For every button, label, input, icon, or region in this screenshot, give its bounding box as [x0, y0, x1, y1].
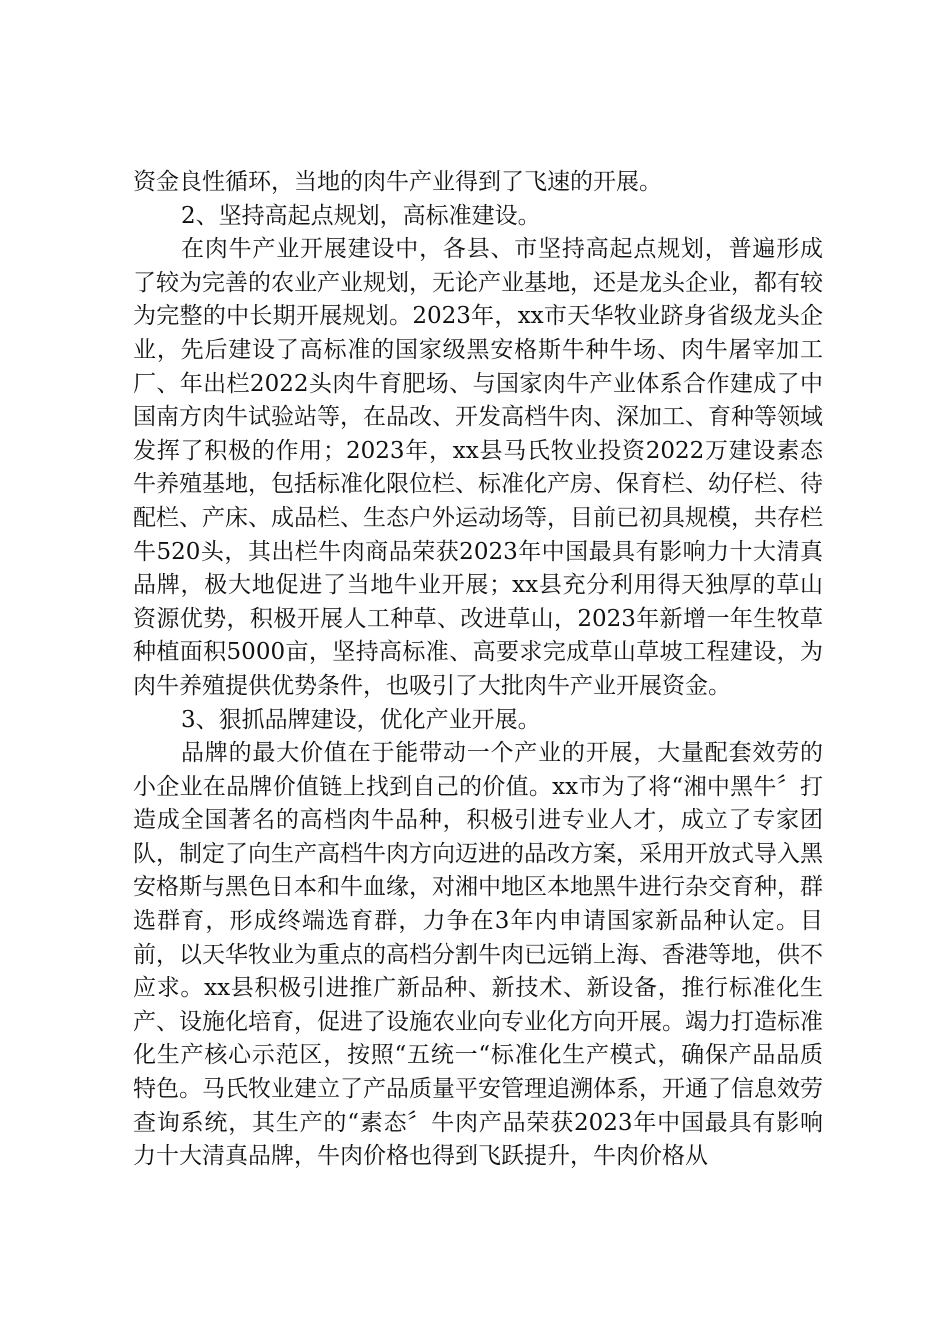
paragraph-continuation: 资金良性循环，当地的肉牛产业得到了飞速的开展。: [133, 169, 662, 195]
document-body: [133, 166, 823, 1174]
section-heading-2: 2、坚持高起点规划，高标准建设。: [181, 202, 541, 229]
section-heading-3: 3、狠抓品牌建设，优化产业开展。: [181, 706, 541, 733]
paragraph-branding: 品牌的最大价值在于能带动一个产业的开展，大量配套效劳的小企业在品牌价值链上找到自己的价值。xx市为了将“湘中黑牛〞打造成全国著名的高档肉牛品种，积极引进专业人才，成立了专家团队，制定了向生产高档牛肉方向迈进的品改方案，采用开放式导入黑安格斯与黑色日本和牛血缘，对湘中地区本地黑牛进行杂交育种，群选群育，形成终端选育群，力争在3年内申请国家新品种认定。目前，以天华牧业为重点的高档分割牛肉已远销上海、香港等地，供不应求。xx县积极引进推广新品种、新技术、新设备，推行标准化生产、设施化培育，促进了设施农业向专业化方向开展。竭力打造标准化生产核心示范区，按照“五统一“标准化生产模式，确保产品品质特色。马氏牧业建立了产品质量平安管理追溯体系，开通了信息效劳查询系统，其生产的“素态〞牛肉产品荣获2023年中国最具有影响力十大清真品牌，牛肉价格也得到飞跃提升，牛肉价格从: [133, 740, 823, 1170]
paragraph-planning: 在肉牛产业开展建设中，各县、市坚持高起点规划，普遍形成了较为完善的农业产业规划，无论产业基地，还是龙头企业，都有较为完整的中长期开展规划。2023年，xx市天华牧业跻身省级龙头企业，先后建设了高标准的国家级黑安格斯牛种牛场、肉牛屠宰加工厂、年出栏2022头肉牛育肥场、与国家肉牛产业体系合作建成了中国南方肉牛试验站等，在品改、开发高档牛肉、深加工、育种等领域发挥了积极的作用；2023年，xx县马氏牧业投资2022万建设素态牛养殖基地，包括标准化限位栏、标准化产房、保育栏、幼仔栏、待配栏、产床、成品栏、生态户外运动场等，目前已初具规模，共存栏牛520头，其出栏牛肉商品荣获2023年中国最具有影响力十大清真品牌，极大地促进了当地牛业开展；xx县充分利用得天独厚的草山资源优势，积极开展人工种草、改进草山，2023年新增一年生牧草种植面积5000亩，坚持高标准、高要求完成草山草坡工程建设，为肉牛养殖提供优势条件，也吸引了大批肉牛产业开展资金。: [133, 236, 823, 699]
